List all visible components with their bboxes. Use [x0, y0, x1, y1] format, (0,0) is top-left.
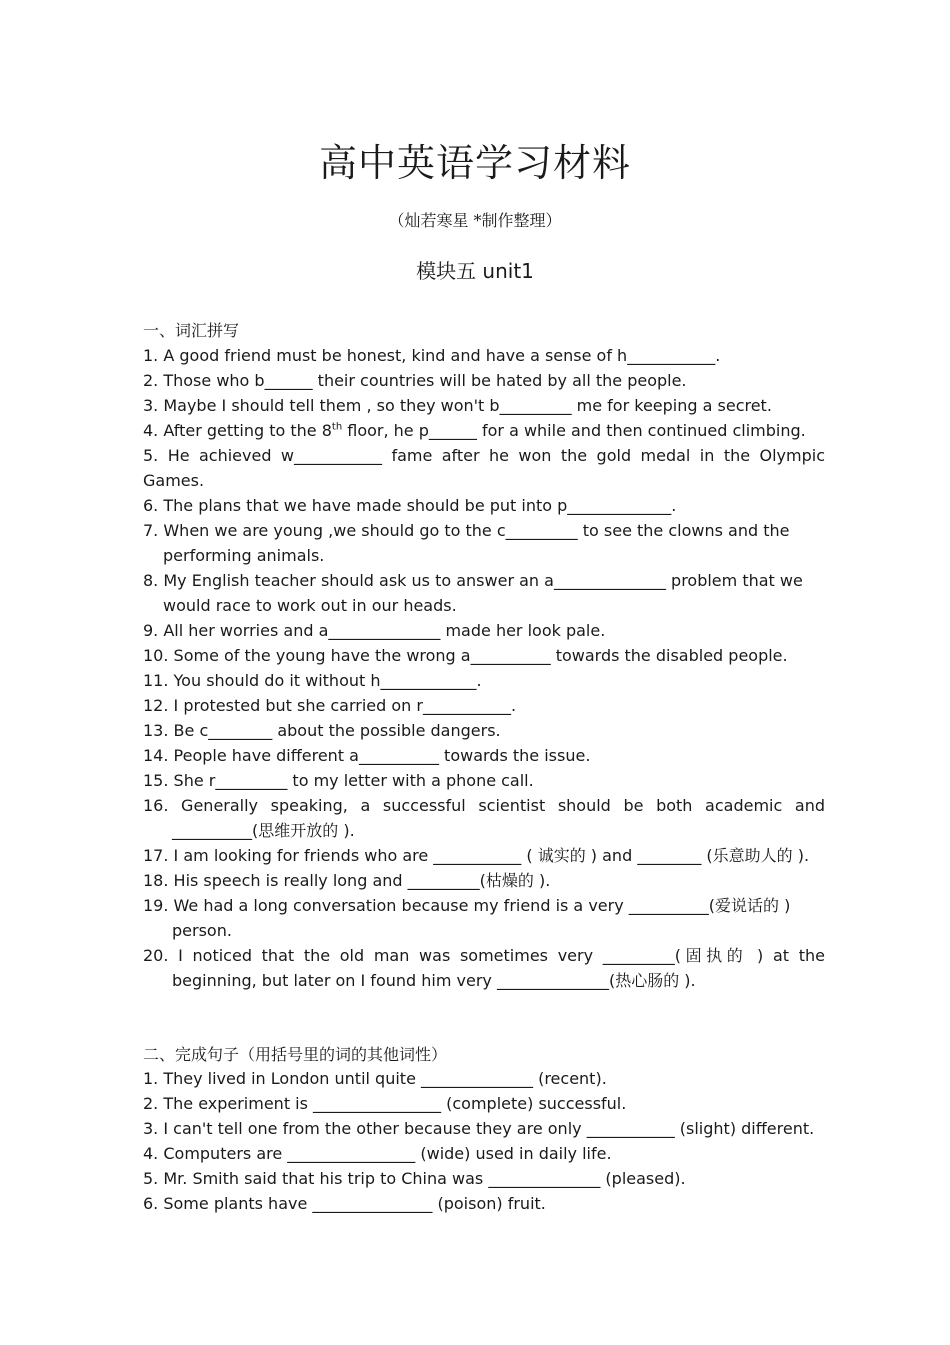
- document-title: 高中英语学习材料: [318, 141, 631, 185]
- list-item: 3. Maybe I should tell them , so they won't b_________ me for keeping a secret.: [143, 396, 772, 415]
- list-item: 6. The plans that we have made should be put into p_____________.: [143, 496, 677, 515]
- list-item: 9. All her worries and a______________ made her look pale.: [143, 621, 606, 640]
- list-item: 2. The experiment is ________________ (complete) successful.: [143, 1094, 627, 1113]
- item-text: floor, he p______ for a while and then continued climbing.: [342, 421, 806, 440]
- list-item: 6. Some plants have _______________ (poison) fruit.: [143, 1194, 546, 1213]
- list-item: 4. Computers are ________________ (wide) used in daily life.: [143, 1144, 612, 1163]
- list-item: 1. A good friend must be honest, kind and have a sense of h___________.: [143, 346, 721, 365]
- superscript: th: [331, 421, 343, 433]
- list-item: 12. I protested but she carried on r___________.: [143, 696, 517, 715]
- item-text: 4. After getting to the 8: [143, 421, 332, 440]
- list-item: 7. When we are young ,we should go to the c_________ to see the clowns and the performing animals.: [143, 521, 790, 565]
- vocabulary-list: [143, 343, 825, 993]
- section-heading-vocabulary: 一、词汇拼写: [143, 321, 240, 340]
- list-item: 13. Be c________ about the possible dangers.: [143, 721, 501, 740]
- list-item: 5. Mr. Smith said that his trip to China was ______________ (pleased).: [143, 1169, 686, 1188]
- list-item: 16. Generally speaking, a successful scientist should be both academic and __________(思维开放的 ).: [143, 796, 825, 840]
- module-heading: 模块五 unit1: [416, 259, 534, 283]
- list-item: 20. I noticed that the old man was sometimes very _________(固执的 ) at the beginning, but later on I found him very ______________(热心肠的 ).: [143, 946, 825, 990]
- list-item: [143, 418, 825, 443]
- section-heading-sentences: 二、完成句子（用括号里的词的其他词性）: [143, 1045, 448, 1064]
- list-item: 3. I can't tell one from the other because they are only ___________ (slight) different.: [143, 1119, 815, 1138]
- list-item: 15. She r_________ to my letter with a phone call.: [143, 771, 534, 790]
- list-item: 2. Those who b______ their countries will be hated by all the people.: [143, 371, 687, 390]
- list-item: 17. I am looking for friends who are ___________ ( 诚实的 ) and ________ (乐意助人的 ).: [143, 846, 810, 865]
- document-subtitle: （灿若寒星 *制作整理）: [388, 211, 562, 230]
- sentence-list: [143, 1066, 825, 1216]
- list-item: 18. His speech is really long and _________(枯燥的 ).: [143, 871, 551, 890]
- list-item: 14. People have different a__________ towards the issue.: [143, 746, 591, 765]
- list-item: 10. Some of the young have the wrong a__________ towards the disabled people.: [143, 646, 788, 665]
- list-item: 11. You should do it without h____________.: [143, 671, 482, 690]
- list-item: 1. They lived in London until quite ______________ (recent).: [143, 1069, 607, 1088]
- list-item: 19. We had a long conversation because my friend is a very __________(爱说话的 ) person.: [143, 896, 791, 940]
- list-item: 8. My English teacher should ask us to answer an a______________ problem that we would race to work out in our heads.: [143, 571, 803, 615]
- list-item: 5. He achieved w___________ fame after he won the gold medal in the Olympic Games.: [143, 446, 825, 490]
